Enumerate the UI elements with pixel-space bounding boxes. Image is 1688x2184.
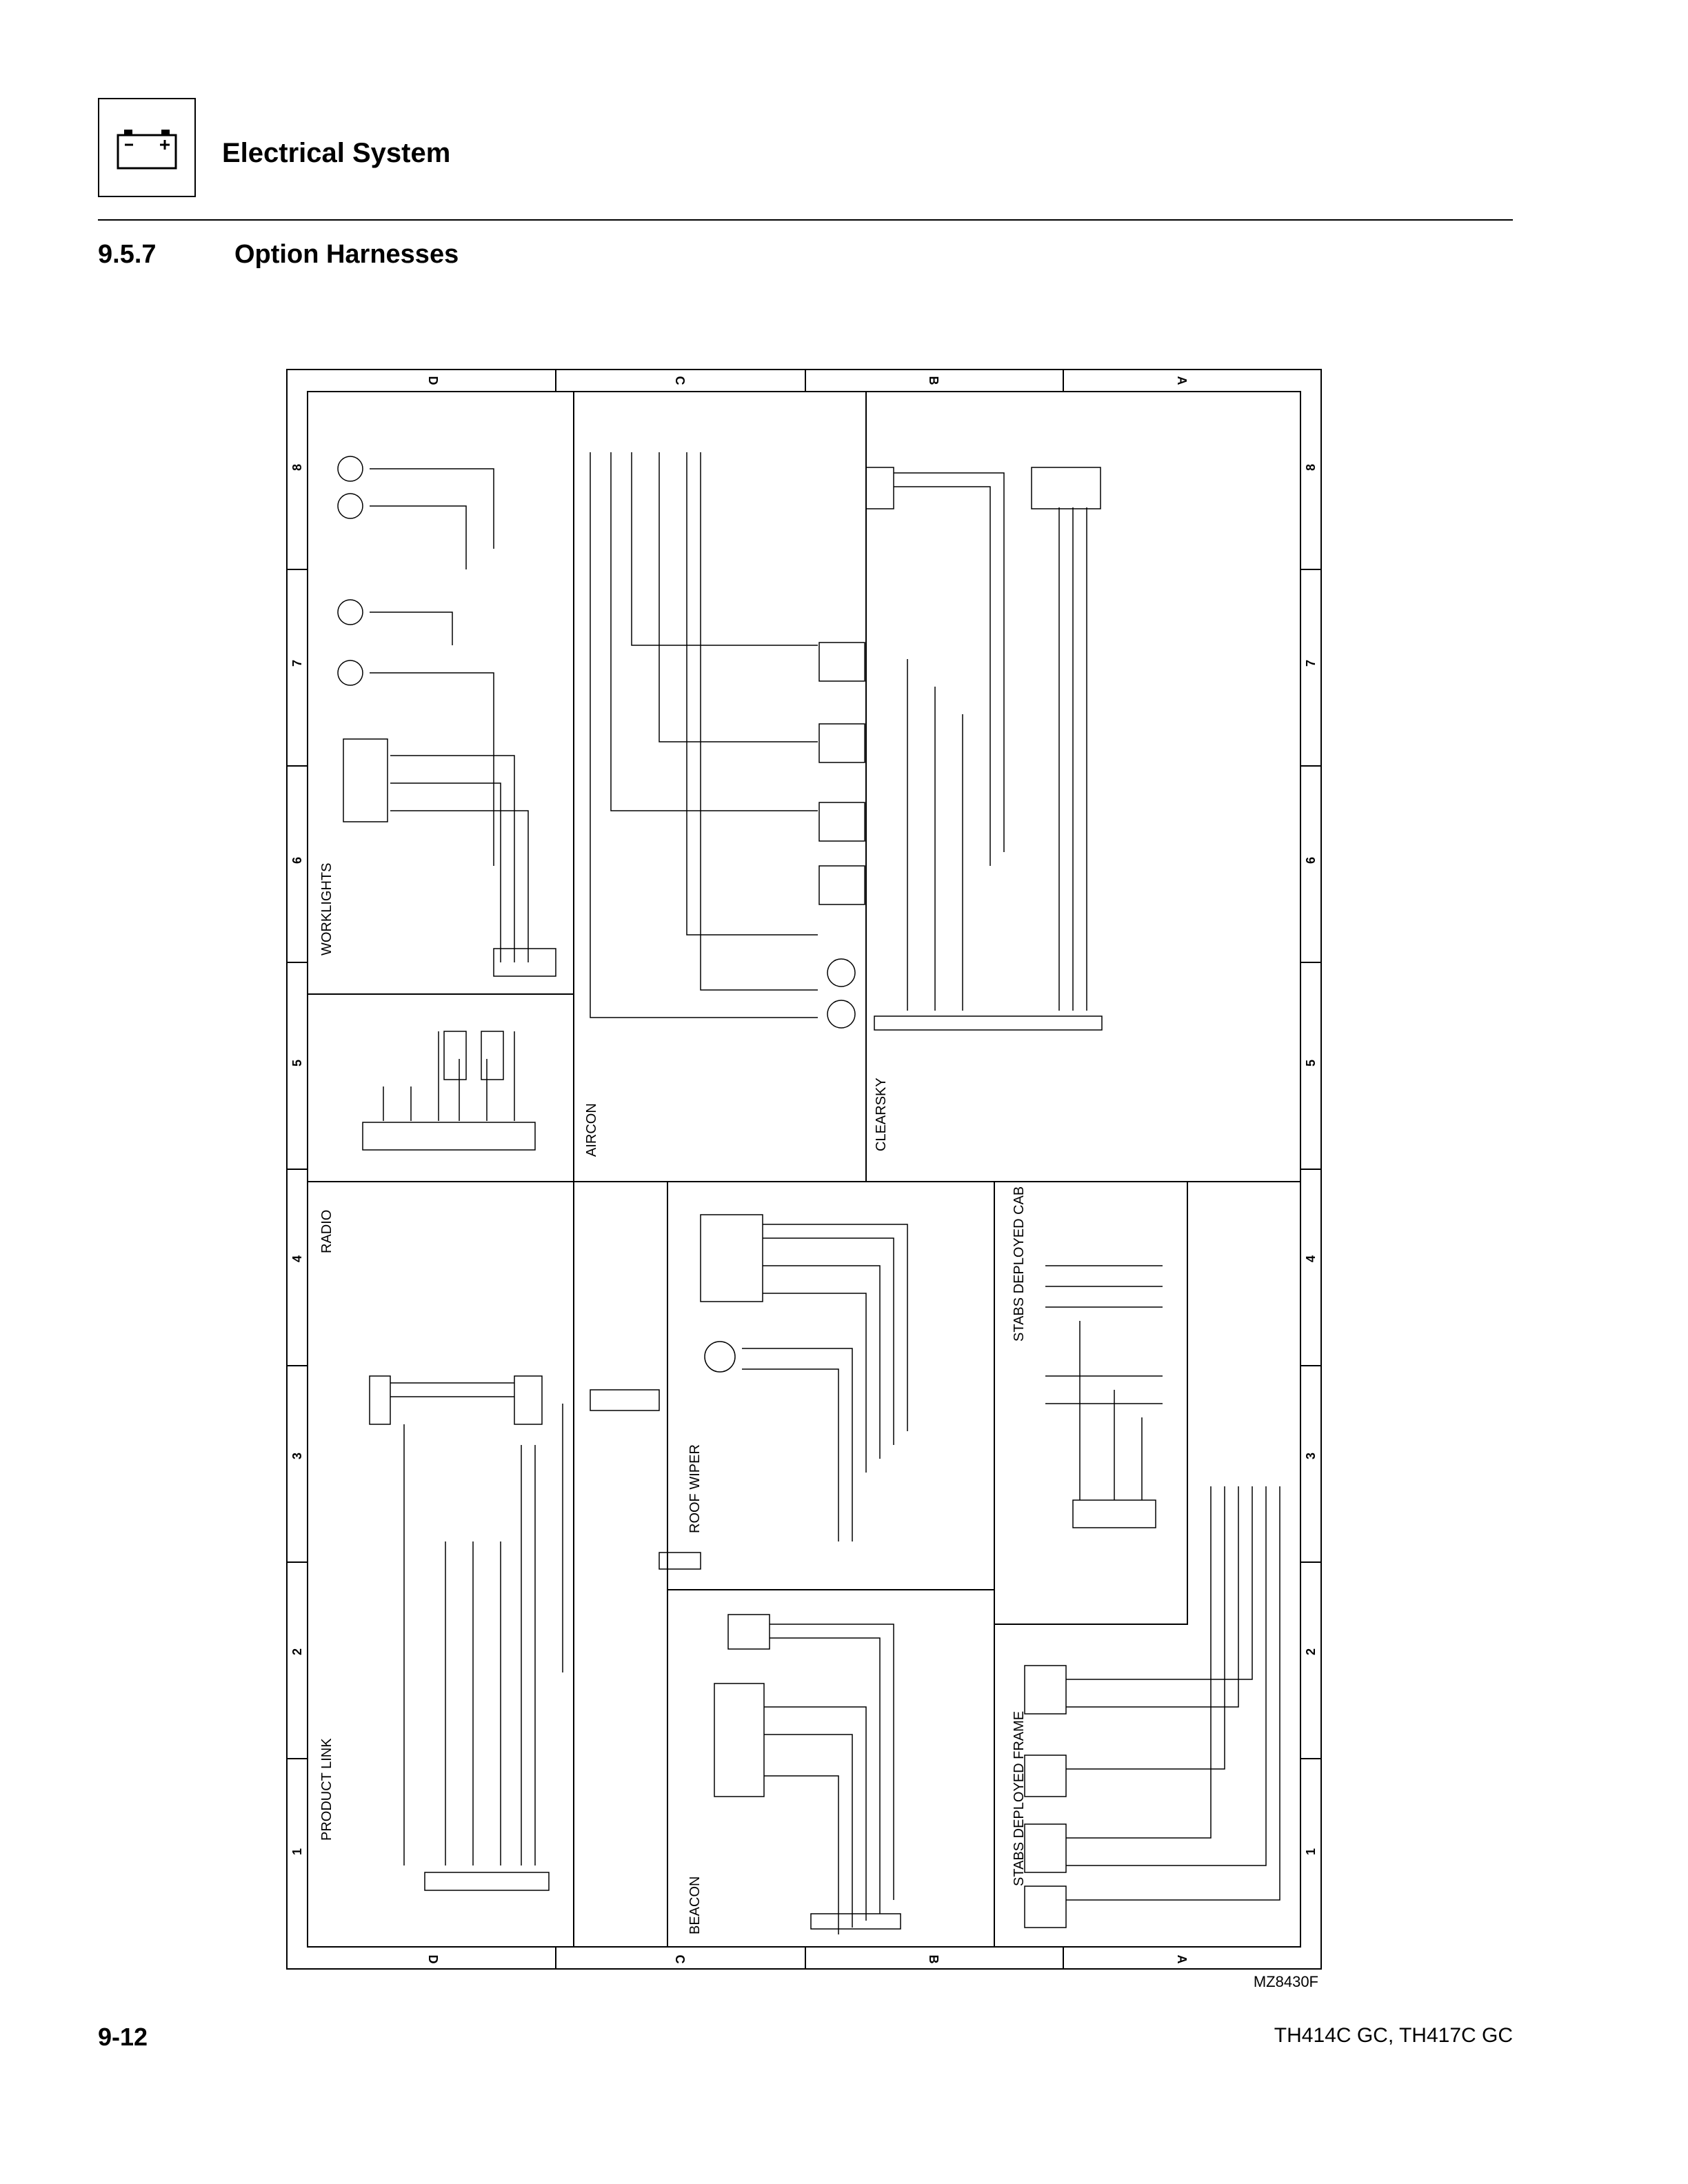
zone-number-left-8: 8 — [290, 463, 304, 472]
panel-label-clearsky: CLEARSKY — [874, 1078, 889, 1151]
header-icon-box — [98, 98, 196, 197]
radio-unit — [363, 1122, 535, 1150]
panel-label-radio: RADIO — [319, 1209, 334, 1253]
subsection-title: Option Harnesses — [234, 240, 459, 269]
zone-number-right-4: 4 — [1304, 1255, 1318, 1263]
worklight-switch — [343, 739, 388, 822]
zone-letter-bottom-b: B — [927, 1954, 941, 1964]
panel-label-product-link: PRODUCT LINK — [319, 1738, 334, 1841]
zone-number-left-1: 1 — [290, 1848, 304, 1856]
zone-number-right-3: 3 — [1304, 1452, 1318, 1460]
panel-label-stabs-deployed-frame: STABS DEPLOYED FRAME — [1012, 1710, 1027, 1886]
zone-number-right-2: 2 — [1304, 1648, 1318, 1656]
zone-number-left-7: 7 — [290, 659, 304, 667]
zone-letter-bottom-a: A — [1175, 1954, 1189, 1964]
panel-label-aircon: AIRCON — [584, 1103, 599, 1157]
panel-label-roof-wiper: ROOF WIPER — [687, 1444, 703, 1533]
schematic-wiring — [338, 452, 1280, 1934]
zone-number-left-5: 5 — [290, 1059, 304, 1067]
panel-label-stabs-deployed-cab: STABS DEPLOYED CAB — [1012, 1186, 1027, 1342]
beacon-switch — [714, 1684, 764, 1797]
panel-label-beacon: BEACON — [687, 1876, 703, 1934]
zone-letter-top-d: D — [426, 376, 440, 385]
wiring-diagram — [287, 370, 1321, 1990]
model-names: TH414C GC, TH417C GC — [1274, 2024, 1513, 2047]
diagram-outer-frame — [287, 370, 1321, 1969]
zone-number-right-1: 1 — [1304, 1848, 1318, 1856]
header-divider — [98, 219, 1513, 221]
zone-letter-top-b: B — [927, 376, 941, 385]
subsection-number: 9.5.7 — [98, 240, 157, 269]
battery-icon — [99, 99, 194, 196]
zone-letter-top-c: C — [673, 376, 687, 385]
page-number: 9-12 — [98, 2023, 148, 2051]
product-link-flash — [425, 1872, 549, 1890]
limit-switch-deployed — [1073, 1500, 1156, 1528]
panel-label-worklights: WORKLIGHTS — [319, 862, 334, 956]
diagram-inner-frame — [308, 392, 1300, 1947]
zone-letter-bottom-c: C — [673, 1954, 687, 1964]
zone-number-right-5: 5 — [1304, 1059, 1318, 1067]
zone-number-left-2: 2 — [290, 1648, 304, 1656]
zone-number-right-6: 6 — [1304, 856, 1318, 865]
zone-number-right-8: 8 — [1304, 463, 1318, 472]
wiper-switch — [701, 1215, 763, 1302]
section-title: Electrical System — [222, 138, 451, 168]
zone-number-left-6: 6 — [290, 856, 304, 865]
zone-number-left-4: 4 — [290, 1255, 304, 1263]
figure-id: MZ8430F — [1253, 1973, 1318, 1990]
zone-letter-bottom-d: D — [426, 1954, 440, 1964]
zone-letter-top-a: A — [1175, 376, 1189, 385]
zone-number-right-7: 7 — [1304, 659, 1318, 667]
clearsky-module — [874, 1016, 1102, 1030]
zone-number-left-3: 3 — [290, 1452, 304, 1460]
